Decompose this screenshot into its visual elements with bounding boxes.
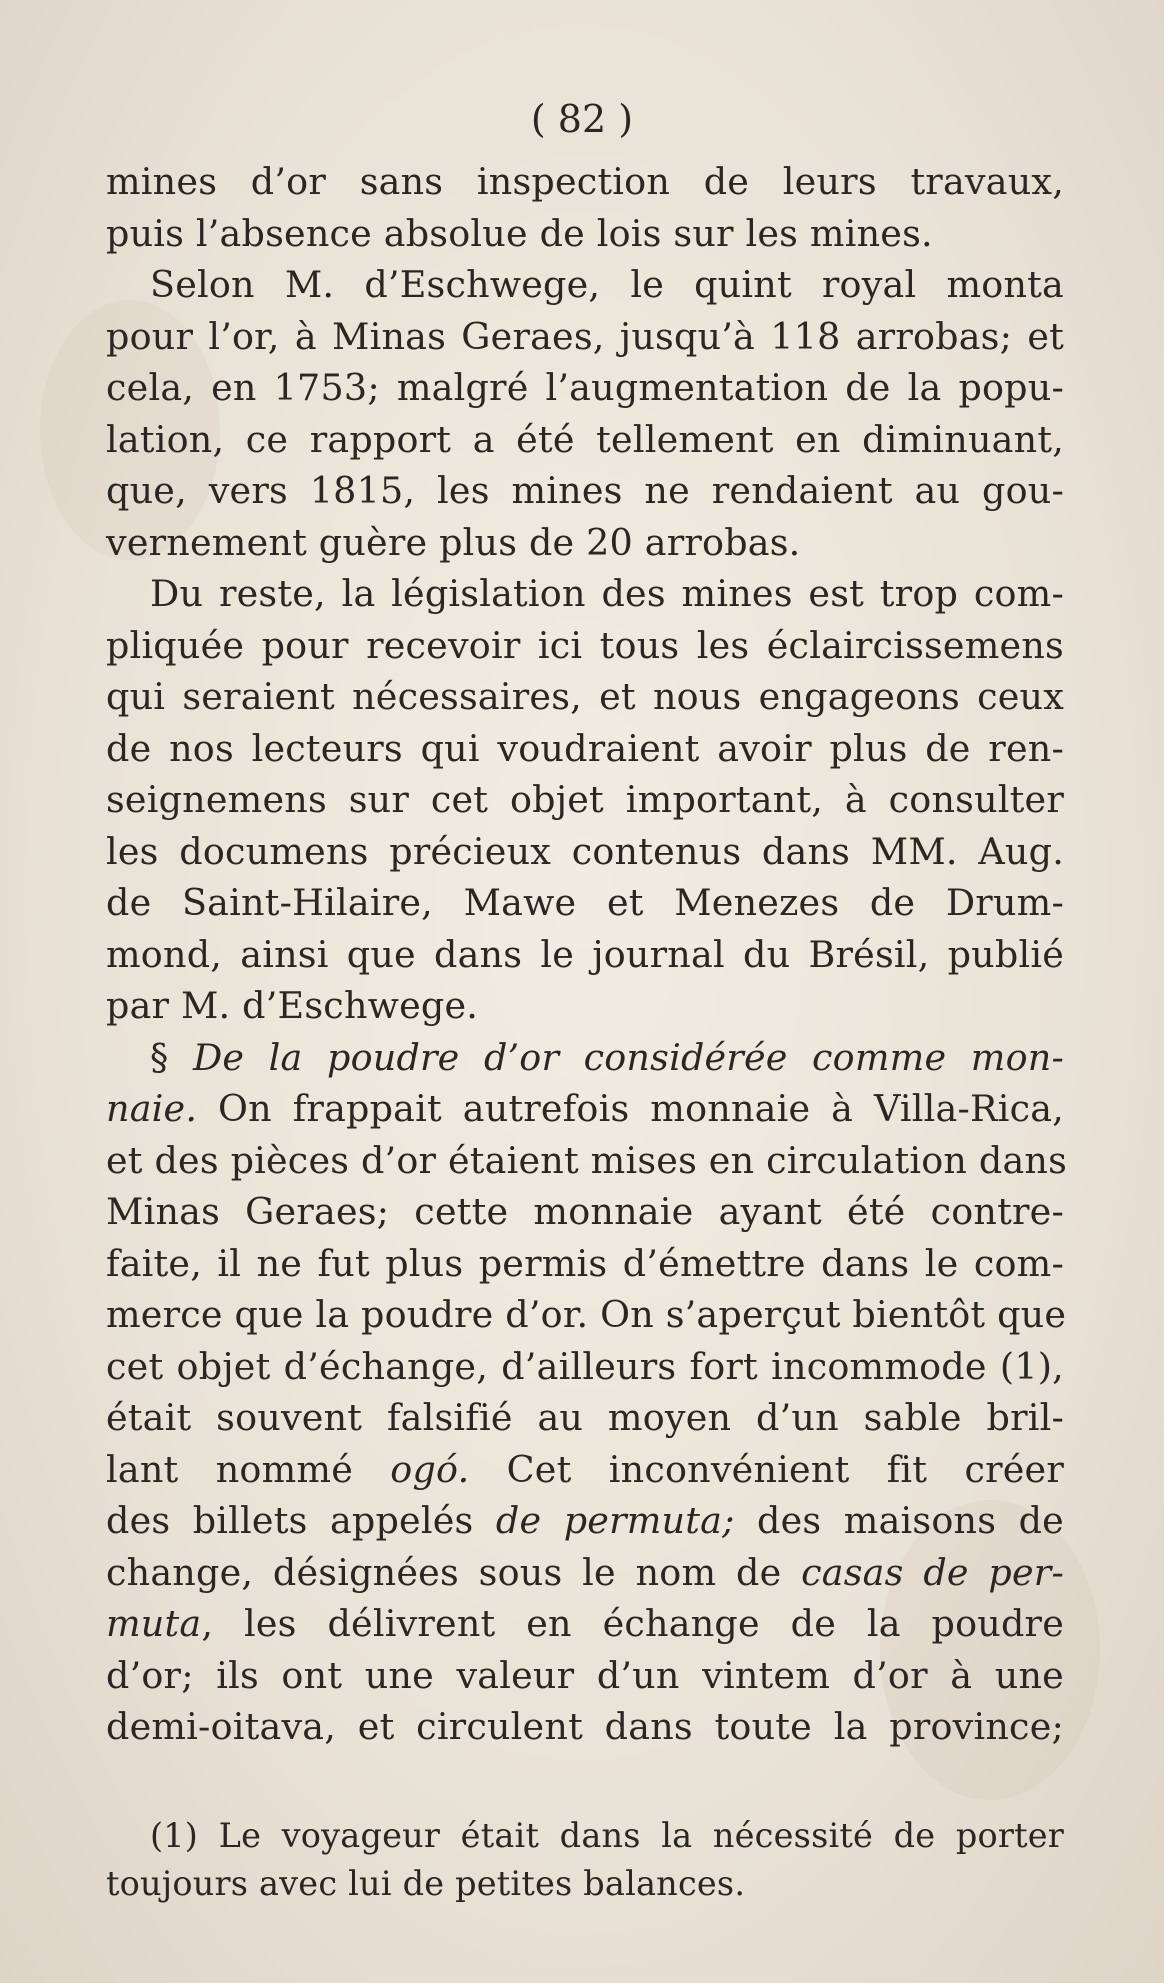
section-heading-line bbox=[106, 1032, 1064, 1084]
text-line: Selon M. d’Eschwege, le quint royal monta bbox=[150, 263, 1064, 306]
text-line: de Saint-Hilaire, Mawe et Menezes de Drum- bbox=[106, 881, 1064, 924]
text-line: les documens précieux contenus dans MM. Aug. bbox=[106, 829, 1064, 873]
text-line: cet objet d’échange, d’ailleurs fort incommode (1), bbox=[106, 1344, 1064, 1388]
text-line: faite, il ne fut plus permis d’émettre dans le com- bbox=[106, 1241, 1064, 1285]
text-line: muta, les délivrent en échange de la poudre bbox=[106, 1602, 1064, 1645]
footnote-line: toujours avec lui de petites balances. bbox=[106, 1864, 746, 1903]
text-line: était souvent falsifié au moyen d’un sable bril- bbox=[106, 1396, 1064, 1439]
text-line: Du reste, la législation des mines est trop com- bbox=[150, 572, 1064, 615]
text-line: lation, ce rapport a été tellement en diminuant, bbox=[106, 417, 1064, 461]
section-heading: De la poudre d’or considérée comme mon- bbox=[192, 1035, 1064, 1079]
footnote bbox=[106, 1812, 1064, 1908]
text-line: puis l’absence absolue de lois sur les mines. bbox=[106, 211, 933, 255]
footnote-line: (1) Le voyageur était dans la nécessité de porter bbox=[150, 1816, 1064, 1855]
text-line: par M. d’Eschwege. bbox=[106, 984, 479, 1027]
text-line: seignemens sur cet objet important, à consulter bbox=[106, 778, 1064, 821]
text-line: mond, ainsi que dans le journal du Brésil, publié bbox=[106, 932, 1064, 976]
body-text bbox=[106, 156, 1068, 1753]
text-line: d’or; ils ont une valeur d’un vintem d’or à une bbox=[106, 1653, 1064, 1697]
section-heading-end: naie. bbox=[106, 1087, 198, 1130]
text-line: cela, en 1753; malgré l’augmentation de la popu- bbox=[106, 366, 1064, 409]
text-line: des billets appelés de permuta; des maisons de bbox=[106, 1499, 1064, 1542]
section-mark: § bbox=[150, 1035, 169, 1079]
text-line: pour l’or, à Minas Geraes, jusqu’à 118 arrobas; et bbox=[106, 314, 1064, 358]
text-line: naie. On frappait autrefois monnaie à Villa-Rica, bbox=[106, 1087, 1064, 1130]
text-line: vernement guère plus de 20 arrobas. bbox=[106, 520, 801, 564]
italic-term: ogó. bbox=[390, 1447, 470, 1491]
text-line: de nos lecteurs qui voudraient avoir plus de ren- bbox=[106, 726, 1064, 770]
text-line: pliquée pour recevoir ici tous les éclaircissemens bbox=[106, 623, 1064, 667]
text-line: mines d’or sans inspection de leurs travaux, bbox=[106, 160, 1064, 203]
text-line: lant nommé ogó. Cet inconvénient fit créer bbox=[106, 1447, 1064, 1491]
text-line: Minas Geraes; cette monnaie ayant été contre- bbox=[106, 1190, 1064, 1233]
page-number: ( 82 ) bbox=[530, 97, 634, 141]
text-line: merce que la poudre d’or. On s’aperçut bientôt que bbox=[106, 1293, 1067, 1336]
text-line: que, vers 1815, les mines ne rendaient au gou- bbox=[106, 469, 1064, 512]
italic-term: de permuta; bbox=[495, 1499, 735, 1542]
italic-term: muta bbox=[106, 1602, 202, 1645]
text-line: change, désignées sous le nom de casas de per- bbox=[106, 1550, 1064, 1594]
italic-term: casas de per- bbox=[801, 1550, 1064, 1594]
text-line: demi-oitava, et circulent dans toute la province; bbox=[106, 1705, 1064, 1748]
text-line: qui seraient nécessaires, et nous engageons ceux bbox=[106, 675, 1064, 718]
text-line: et des pièces d’or étaient mises en circulation dans bbox=[106, 1138, 1068, 1182]
